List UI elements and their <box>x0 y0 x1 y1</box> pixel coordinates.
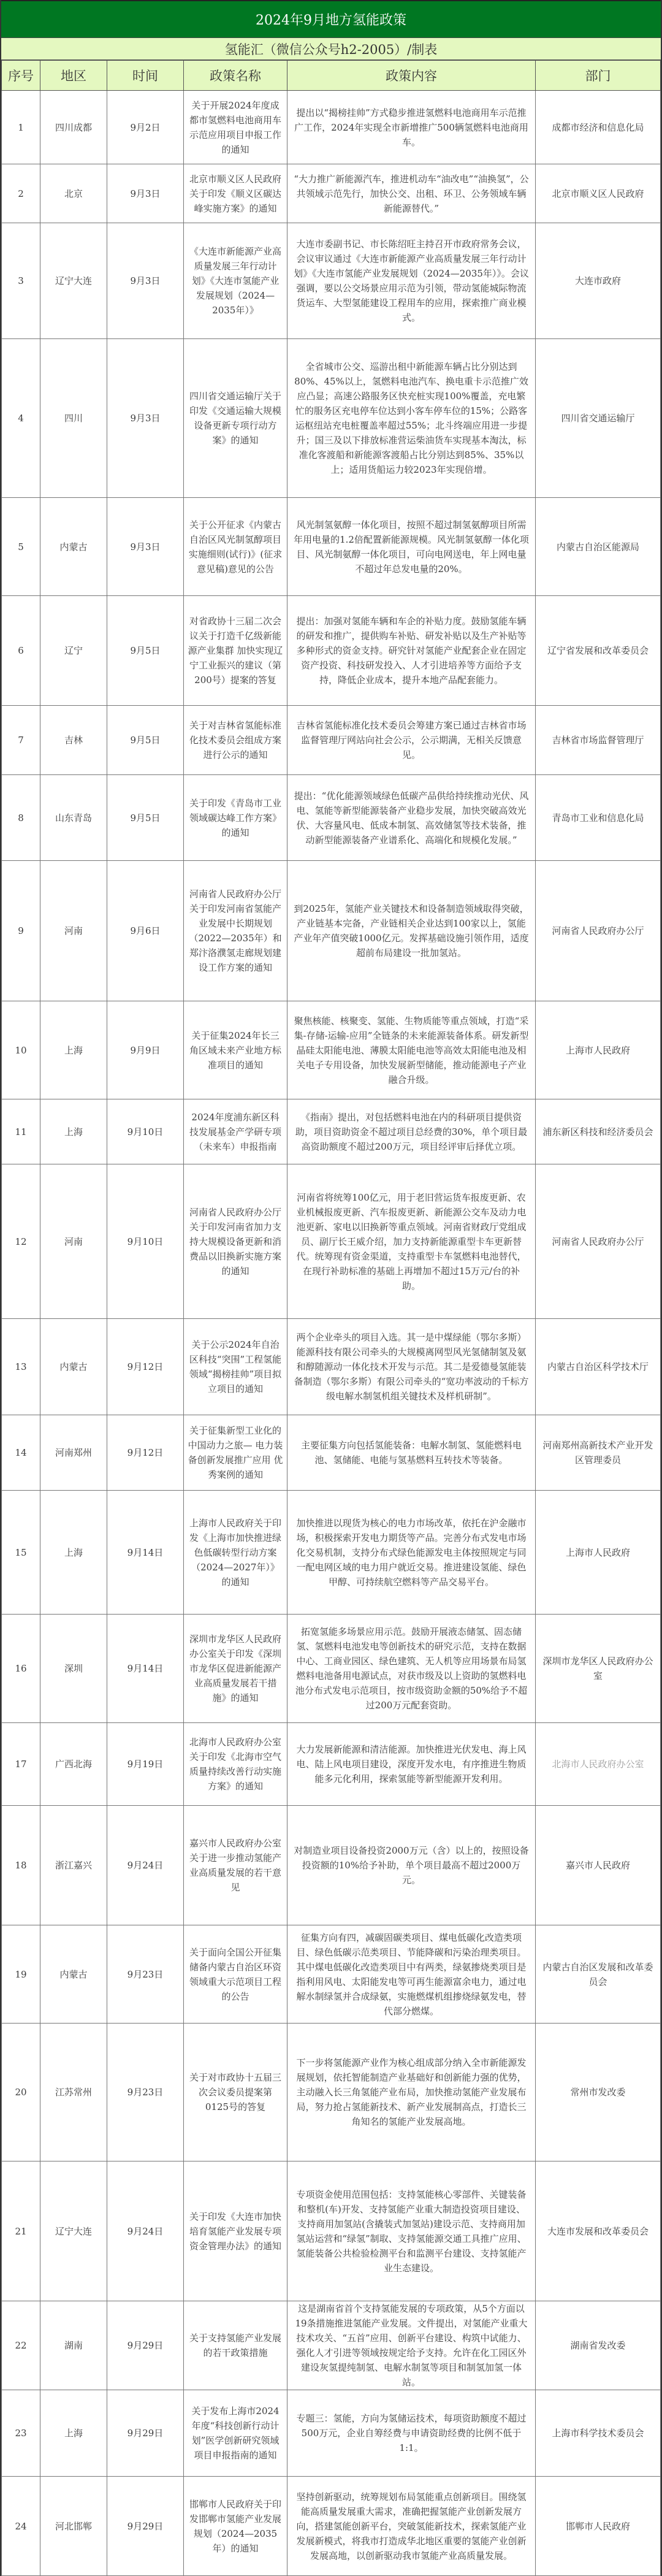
row-department: 常州市发改委 <box>536 2024 661 2161</box>
row-department: 成都市经济和信息化局 <box>536 91 661 164</box>
row-policy-content: “大力推广新能源汽车，推进机动车“油改电”“油换氢”，公共领域示范先行，加快公交、出租、环卫、公务领域车辆新能源替代。” <box>287 164 536 223</box>
row-policy-name: 《大连市新能源产业高质量发展三年行动计划》《大连市氢能产业发展规划（2024—2035年）》 <box>184 223 287 339</box>
row-region: 广西北海 <box>40 1723 107 1806</box>
row-date: 9月5日 <box>107 596 184 706</box>
row-number: 4 <box>2 339 40 498</box>
row-policy-name: 2024年度浦东新区科技发展基金产学研专项（未来车）申报指南 <box>184 1099 287 1164</box>
row-number: 17 <box>2 1723 40 1806</box>
row-policy-content: 坚持创新驱动，统筹规划布局氢能重点创新项目。围绕氢能高质量发展重大需求，准确把握氢能产业创新发展方向，搭建氢能创新平台，突破氢能新技术，探索氢能产业发展新模式，将我市打造成华北地区重要的氢能产业创新发展高地，以创新驱动我市氢能产业高质量发展。 <box>287 2477 536 2576</box>
row-policy-content: 两个企业牵头的项目入选。其一是中煤绿能（鄂尔多斯）能源科技有限公司牵头的大规模离网型风光氢储制氢及氨和醇随源动一体化技术开发与示范。其二是爱德曼氢能装备制造（鄂尔多斯）有限公司牵头的“宽功率波动的千标方级电解水制氢机组关键技术及样机研制”。 <box>287 1319 536 1415</box>
row-policy-content: 全省城市公交、巡游出租中新能源车辆占比分别达到80%、45%以上，氢燃料电池汽车、换电重卡示范推广效应凸显；高速公路服务区快充桩实现100%覆盖，充电繁忙的服务区充电停车位达到小客车停车位的15%；公路客运枢纽站充电桩覆盖率超过55%；北斗终端应用进一步提升；国三及以下排放标准营运柴油货车实现基本淘汰，标准化客渡船和新能源客渡船占比分别达到85%、35%以上；适用货船运力较2023年实现倍增。 <box>287 339 536 498</box>
row-department: 邯郸市人民政府 <box>536 2477 661 2576</box>
row-date: 9月14日 <box>107 1491 184 1615</box>
row-region: 四川 <box>40 339 107 498</box>
row-policy-name: 北海市人民政府办公室关于印发《北海市空气质量持续改善行动实施方案》的通知 <box>184 1723 287 1806</box>
column-header-department: 部门 <box>536 61 661 91</box>
table-row <box>2 339 661 498</box>
table-row <box>2 706 661 775</box>
row-policy-name: 关于发布上海市2024年度“科技创新行动计划”医学创新研究领域项目申报指南的通知 <box>184 2390 287 2477</box>
row-number: 18 <box>2 1806 40 1925</box>
row-number: 7 <box>2 706 40 775</box>
row-department: 河南郑州高新技术产业开发区管理委员 <box>536 1415 661 1491</box>
row-department: 上海市人民政府 <box>536 1491 661 1615</box>
row-date: 9月29日 <box>107 2390 184 2477</box>
row-policy-name: 上海市人民政府关于印发《上海市加快推进绿色低碳转型行动方案（2024—2027年）》的通知 <box>184 1491 287 1615</box>
row-policy-content: 到2025年，氢能产业关键技术和设备制造领域取得突破，产业链基本完备，产业链相关企业达到100家以上，氢能产业年产值突破1000亿元。发挥基础设施引领作用，适度超前布局建设一批加氢站。 <box>287 861 536 1001</box>
table-row <box>2 2161 661 2301</box>
row-region: 河南郑州 <box>40 1415 107 1491</box>
table-row <box>2 861 661 1001</box>
table-row <box>2 1925 661 2024</box>
row-policy-content: 聚焦核能、核聚变、氢能、生物质能等重点领域，打造“采集-存储-运输-应用”全链条的未来能源装备体系。研发新型晶硅太阳能电池、薄膜太阳能电池等高效太阳能电池及相关电子专用设备，加快发展新型储能，推动能源电子产业融合升级。 <box>287 1001 536 1099</box>
table-row <box>2 1415 661 1491</box>
row-department: 北海市人民政府办公室 <box>536 1723 661 1806</box>
table-row <box>2 1723 661 1806</box>
row-policy-name: 河南省人民政府办公厅关于印发河南省加力支持大规模设备更新和消费品以旧换新实施方案的通知 <box>184 1164 287 1319</box>
sheet-title: 2024年9月地方氢能政策 <box>1 0 661 38</box>
row-date: 9月24日 <box>107 2161 184 2301</box>
row-policy-name: 河南省人民政府办公厅关于印发河南省氢能产业发展中长期规划（2022—2035年）和郑汴洛濮氢走廊规划建设工作方案的通知 <box>184 861 287 1001</box>
row-policy-content: 征集方向有四，减碳固碳类项目、煤电低碳化改造类项目、绿色低碳示范类项目、节能降碳和污染治理类项目。其中煤电低碳化改造类项目中有两类，绿氨掺烧类项目是指利用风电、太阳能发电等可再生能源富余电力，通过电解水制绿氢并合成绿氨，实施燃煤机组掺烧绿氨发电，替代部分燃煤。 <box>287 1925 536 2024</box>
row-region: 上海 <box>40 1001 107 1099</box>
table-row <box>2 775 661 861</box>
row-policy-content: 对制造业项目设备投资2000万元（含）以上的，按照设备投资额的10%给予补助，单个项目最高不超过2000万元。 <box>287 1806 536 1925</box>
row-policy-content: 专项资金使用范围包括：支持氢能核心零部件、关键装备和整机(车)开发、支持氢能产业重大制造投资项目建设、支持商用加氢站(含撬装式加氢站)建设示范、支持商用加氢站运营和“绿氢”制取、支持氢能源交通工具推广应用、氢能装备公共检验检测平台和监测平台建设、支持氢能产业生态建设。 <box>287 2161 536 2301</box>
row-policy-name: 北京市顺义区人民政府关于印发《顺义区碳达峰实施方案》的通知 <box>184 164 287 223</box>
row-policy-name: 关于公开征求《内蒙古自治区风光制氢醇项目实施细则(试行)》(征求意见稿)意见的公告 <box>184 498 287 596</box>
row-region: 辽宁大连 <box>40 2161 107 2301</box>
row-policy-content: 主要征集方向包括氢能装备：电解水制氢、氢能燃料电池、氢储能、电能与氢基燃料互转技术等装备。 <box>287 1415 536 1491</box>
row-policy-name: 关于面向全国公开征集储备内蒙古自治区环资领域重大示范项目工程的公告 <box>184 1925 287 2024</box>
row-number: 16 <box>2 1615 40 1723</box>
row-date: 9月24日 <box>107 1806 184 1925</box>
row-policy-content: 吉林省氢能标准化技术委员会筹建方案已通过吉林省市场监督管理厅网站向社会公示，公示期满，无相关反馈意见。 <box>287 706 536 775</box>
row-number: 23 <box>2 2390 40 2477</box>
table-header-row <box>2 61 661 91</box>
policy-table <box>1 60 661 2576</box>
row-number: 15 <box>2 1491 40 1615</box>
row-number: 5 <box>2 498 40 596</box>
row-number: 1 <box>2 91 40 164</box>
row-policy-content: 《指南》提出，对包括燃料电池在内的科研项目提供资助，项目资助资金不超过项目总经费的30%，单个项目最高资助额度不超过200万元，项目经评审后择优立项。 <box>287 1099 536 1164</box>
row-number: 10 <box>2 1001 40 1099</box>
row-department: 内蒙古自治区发展和改革委员会 <box>536 1925 661 2024</box>
column-header-no: 序号 <box>2 61 40 91</box>
row-policy-content: 加快推进以现货为核心的电力市场改革，依托在沪金融市场，积极探索开发电力期货等产品。完善分布式发电市场化交易机制，支持分布式绿色能源发电主体按照规定与同一配电网区域的电力用户就近交易。推进建设氢能、绿色甲醇、可持续航空燃料等产品交易平台。 <box>287 1491 536 1615</box>
row-date: 9月23日 <box>107 1925 184 2024</box>
row-region: 上海 <box>40 1099 107 1164</box>
column-header-region: 地区 <box>40 61 107 91</box>
row-region: 江苏常州 <box>40 2024 107 2161</box>
row-date: 9月5日 <box>107 706 184 775</box>
row-date: 9月3日 <box>107 164 184 223</box>
row-policy-content: 大力发展新能源和清洁能源。加快推进光伏发电、海上风电、陆上风电项目建设，深度开发水电，有序推进生物质能多元化利用，探索氢能等新型能源开发利用。 <box>287 1723 536 1806</box>
row-policy-name: 关于开展2024年度成都市氢燃料电池商用车示范应用项目申报工作的通知 <box>184 91 287 164</box>
row-department: 辽宁省发展和改革委员会 <box>536 596 661 706</box>
row-number: 9 <box>2 861 40 1001</box>
row-policy-content: 提出：加强对氢能车辆和车企的补贴力度。鼓励氢能车辆的研发和推广，提供购车补贴、研发补贴以及生产补贴等多种形式的资金支持。研究针对氢能产业配套企业在固定资产投资、科技研发投入、人才引进培养等方面给予支持，降低企业成本，提升本地产品配套能力。 <box>287 596 536 706</box>
table-row <box>2 1806 661 1925</box>
row-policy-name: 关于征集新型工业化的中国动力之旅— 电力装备创新发展推广应用 优秀案例的通知 <box>184 1415 287 1491</box>
row-region: 北京 <box>40 164 107 223</box>
row-department: 北京市顺义区人民政府 <box>536 164 661 223</box>
row-policy-name: 关于印发《青岛市工业领域碳达峰工作方案》的通知 <box>184 775 287 861</box>
row-region: 湖南 <box>40 2301 107 2390</box>
table-row <box>2 1319 661 1415</box>
row-policy-content: 下一步将氢能源产业作为核心组成部分纳入全市新能源发展规划，依托智能制造产业基础好和创新能力强的优势，主动融入长三角氢能产业布局，加快推动氢能产业发展布局，努力抢占氢能新技术、新产业发展制高点，打造长三角知名的氢能产业发展高地。 <box>287 2024 536 2161</box>
row-department: 四川省交通运输厅 <box>536 339 661 498</box>
row-number: 24 <box>2 2477 40 2576</box>
row-number: 22 <box>2 2301 40 2390</box>
row-date: 9月12日 <box>107 1319 184 1415</box>
row-department: 嘉兴市人民政府 <box>536 1806 661 1925</box>
row-date: 9月29日 <box>107 2477 184 2576</box>
sheet-subtitle: 氢能汇（微信公众号h2-2005）/制表 <box>1 38 661 60</box>
row-department: 河南省人民政府办公厅 <box>536 861 661 1001</box>
row-number: 8 <box>2 775 40 861</box>
row-department: 大连市发展和改革委员会 <box>536 2161 661 2301</box>
table-row <box>2 223 661 339</box>
row-date: 9月3日 <box>107 339 184 498</box>
row-date: 9月2日 <box>107 91 184 164</box>
row-region: 河南 <box>40 1164 107 1319</box>
row-region: 上海 <box>40 1491 107 1615</box>
table-row <box>2 1615 661 1723</box>
row-number: 6 <box>2 596 40 706</box>
row-region: 上海 <box>40 2390 107 2477</box>
table-body <box>2 91 661 2576</box>
row-policy-name: 关于印发《大连市加快培育氢能产业发展专项资金管理办法》的通知 <box>184 2161 287 2301</box>
row-department: 吉林省市场监督管理厅 <box>536 706 661 775</box>
row-policy-name: 嘉兴市人民政府办公室关于进一步推动氢能产业高质量发展的若干意见 <box>184 1806 287 1925</box>
row-department: 内蒙古自治区科学技术厅 <box>536 1319 661 1415</box>
row-number: 21 <box>2 2161 40 2301</box>
row-region: 河北邯郸 <box>40 2477 107 2576</box>
row-region: 内蒙古 <box>40 498 107 596</box>
row-number: 12 <box>2 1164 40 1319</box>
table-row <box>2 498 661 596</box>
row-region: 吉林 <box>40 706 107 775</box>
row-region: 深圳 <box>40 1615 107 1723</box>
row-department: 上海市科学技术委员会 <box>536 2390 661 2477</box>
row-policy-content: 这是湖南省首个支持氢能发展的专项政策，从5个方面以19条措施推进氢能产业发展。文件提出，对氢能产业重大技术攻关、“五首”应用、创新平台建设、构筑中试能力、强化人才引进等领域按规定给予支持。允许在化工园区外建设灰氢提纯制氢、电解水制氢等项目和制氢加氢一体站。 <box>287 2301 536 2390</box>
row-region: 辽宁大连 <box>40 223 107 339</box>
row-policy-content: 河南省将统筹100亿元，用于老旧营运货车报废更新、农业机械报废更新、汽车报废更新、新能源公交车及动力电池更新、家电以旧换新等重点领域。河南省财政厅党组成员、副厅长王威介绍，加力支持新能源重型卡车更新替代。统筹现有资金渠道，支持重型卡车氢燃料电池替代，在现行补助标准的基础上再增加不超过15万元/台的补助。 <box>287 1164 536 1319</box>
row-date: 9月19日 <box>107 1723 184 1806</box>
row-number: 19 <box>2 1925 40 2024</box>
row-region: 内蒙古 <box>40 1319 107 1415</box>
row-department: 湖南省发改委 <box>536 2301 661 2390</box>
row-date: 9月10日 <box>107 1099 184 1164</box>
row-policy-content: 专题三：氢能，方向为氢储运技术，每项资助额度不超过500万元，企业自筹经费与申请资助经费的比例不低于1:1。 <box>287 2390 536 2477</box>
table-row <box>2 596 661 706</box>
row-date: 9月6日 <box>107 861 184 1001</box>
row-policy-name: 深圳市龙华区人民政府办公室关于印发《深圳市龙华区促进新能源产业高质量发展若干措施》的通知 <box>184 1615 287 1723</box>
table-row <box>2 1491 661 1615</box>
row-region: 四川成都 <box>40 91 107 164</box>
table-row <box>2 2477 661 2576</box>
table-row <box>2 1001 661 1099</box>
row-region: 山东青岛 <box>40 775 107 861</box>
row-number: 3 <box>2 223 40 339</box>
row-date: 9月10日 <box>107 1164 184 1319</box>
row-policy-content: 提出以“揭榜挂帅”方式稳步推进氢燃料电池商用车示范推广工作，2024年实现全市新增推广500辆氢燃料电池商用车。 <box>287 91 536 164</box>
column-header-policy-name: 政策名称 <box>184 61 287 91</box>
row-policy-name: 对省政协十三届二次会议关于打造千亿级新能源产业集群 加快实现辽宁工业振兴的建议（第200号）提案的答复 <box>184 596 287 706</box>
row-region: 河南 <box>40 861 107 1001</box>
table-row <box>2 2024 661 2161</box>
table-row <box>2 91 661 164</box>
row-region: 辽宁 <box>40 596 107 706</box>
row-policy-name: 关于对市政协十五届三次会议委员提案第0125号的答复 <box>184 2024 287 2161</box>
row-department: 河南省人民政府办公厅 <box>536 1164 661 1319</box>
column-header-date: 时间 <box>107 61 184 91</box>
row-policy-content: 提出：“优化能源领域绿色低碳产品供给持续推动光伏、风电、氢能等新型能源装备产业稳步发展，加快突破高效光伏、大容量风电、低成本制氢、高效储氢等技术装备，推动新型能源装备产业谱系化、高端化和规模化发展。” <box>287 775 536 861</box>
row-policy-content: 拓宽氢能多场景应用示范。鼓励开展液态储氢、固态储氢、氢燃料电池发电等创新技术的研究示范，支持在数据中心、工商业园区、绿色建筑、无人机等应用场景布局氢燃料电池备用电源试点，对获市级及以上资助的氢燃料电池分布式发电示范项目，按市级资助金额的50%给予不超过200万元配套资助。 <box>287 1615 536 1723</box>
row-date: 9月3日 <box>107 223 184 339</box>
table-row <box>2 2301 661 2390</box>
row-region: 内蒙古 <box>40 1925 107 2024</box>
row-policy-name: 关于对吉林省氢能标准化技术委员会组成方案进行公示的通知 <box>184 706 287 775</box>
row-number: 20 <box>2 2024 40 2161</box>
row-department: 内蒙古自治区能源局 <box>536 498 661 596</box>
row-policy-name: 四川省交通运输厅关于印发《交通运输大规模设备更新专项行动方案》的通知 <box>184 339 287 498</box>
row-department: 浦东新区科技和经济委员会 <box>536 1099 661 1164</box>
row-department: 上海市人民政府 <box>536 1001 661 1099</box>
column-header-policy-content: 政策内容 <box>287 61 536 91</box>
row-policy-name: 邯郸市人民政府关于印发邯郸市氢能产业发展规划（2024—2035年）的通知 <box>184 2477 287 2576</box>
row-policy-name: 关于支持氢能产业发展的若干政策措施 <box>184 2301 287 2390</box>
row-date: 9月9日 <box>107 1001 184 1099</box>
row-date: 9月23日 <box>107 2024 184 2161</box>
table-row <box>2 2390 661 2477</box>
row-policy-name: 关于公示2024年自治区科技“突围”工程氢能领域“揭榜挂帅”项目拟立项目的通知 <box>184 1319 287 1415</box>
row-policy-content: 大连市委副书记、市长陈绍旺主持召开市政府常务会议，会议审议通过《大连市新能源产业高质量发展三年行动计划》《大连市氢能产业发展规划（2024—2035年）》。会议强调，要以公交场景应用示范为引领，带动氢能城际物流货运车、大型氢能建设工程用车的应用，探索推广商业模式。 <box>287 223 536 339</box>
row-date: 9月14日 <box>107 1615 184 1723</box>
row-date: 9月3日 <box>107 498 184 596</box>
row-department: 大连市政府 <box>536 223 661 339</box>
table-row <box>2 164 661 223</box>
row-department: 深圳市龙华区人民政府办公室 <box>536 1615 661 1723</box>
row-region: 浙江嘉兴 <box>40 1806 107 1925</box>
table-row <box>2 1164 661 1319</box>
row-number: 11 <box>2 1099 40 1164</box>
row-date: 9月12日 <box>107 1415 184 1491</box>
row-policy-content: 风光制氢氨醇一体化项目，按照不超过制氢氨醇项目所需年用电量的1.2倍配置新能源规模。风光制氢氨醇一体化项目、风光制氨醇一体化项目，可向电网送电，年上网电量不超过年总发电量的20%。 <box>287 498 536 596</box>
row-policy-name: 关于征集2024年长三角区域未来产业地方标准项目的通知 <box>184 1001 287 1099</box>
row-number: 14 <box>2 1415 40 1491</box>
row-department: 青岛市工业和信息化局 <box>536 775 661 861</box>
row-date: 9月29日 <box>107 2301 184 2390</box>
row-number: 2 <box>2 164 40 223</box>
table-row <box>2 1099 661 1164</box>
row-number: 13 <box>2 1319 40 1415</box>
row-date: 9月5日 <box>107 775 184 861</box>
